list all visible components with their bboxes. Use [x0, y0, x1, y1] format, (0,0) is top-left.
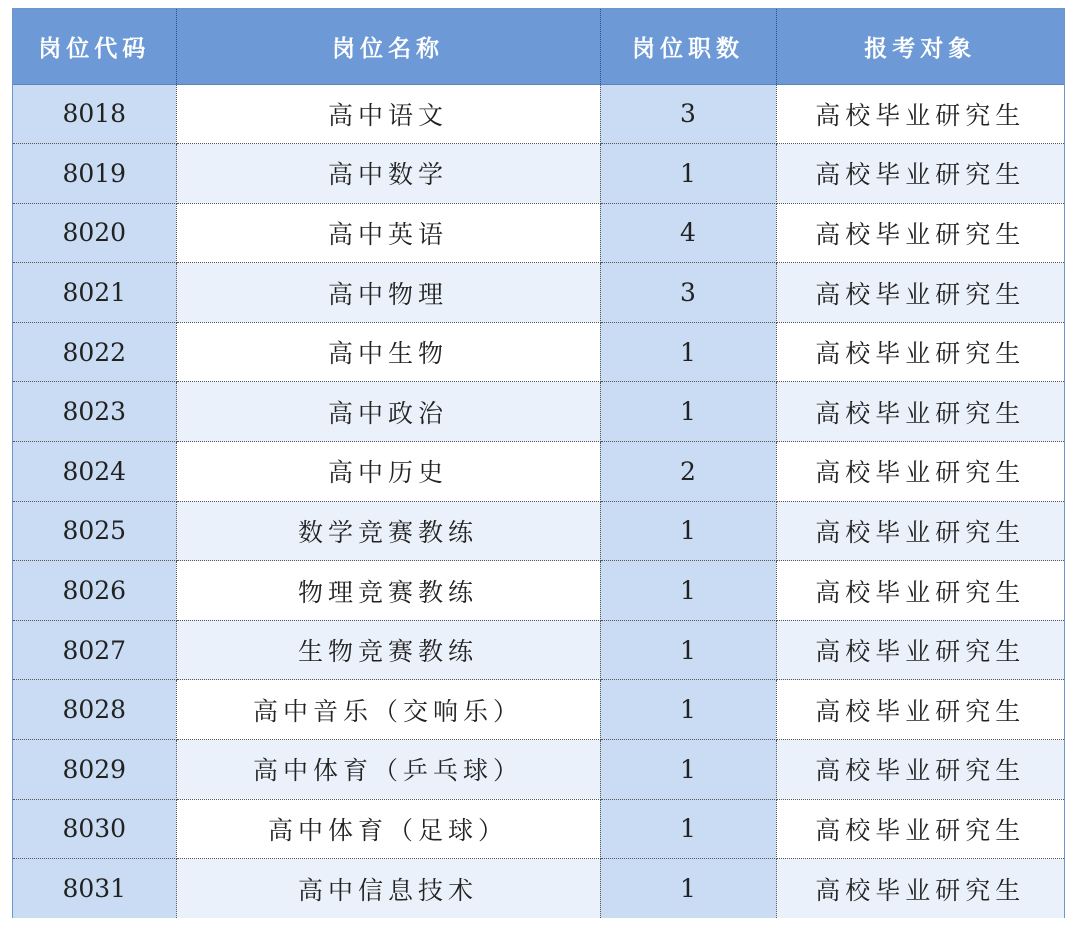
- applicant-target: 高校毕业研究生: [776, 263, 1064, 323]
- position-code: 8030: [13, 799, 176, 859]
- position-code: 8020: [13, 203, 176, 263]
- position-count: 1: [600, 680, 776, 740]
- table-row: [13, 561, 1064, 621]
- header-position-name: 岗位名称: [176, 9, 600, 84]
- position-name: 高中政治: [176, 382, 600, 442]
- position-count: 1: [600, 799, 776, 859]
- table-row: [13, 144, 1064, 204]
- position-code: 8021: [13, 263, 176, 323]
- applicant-target: 高校毕业研究生: [776, 382, 1064, 442]
- table-row: [13, 382, 1064, 442]
- applicant-target: 高校毕业研究生: [776, 84, 1064, 144]
- position-count: 1: [600, 382, 776, 442]
- position-name: 高中数学: [176, 144, 600, 204]
- position-name: 生物竞赛教练: [176, 620, 600, 680]
- position-count: 3: [600, 263, 776, 323]
- position-code: 8023: [13, 382, 176, 442]
- table-row: [13, 501, 1064, 561]
- position-count: 1: [600, 144, 776, 204]
- position-count: 1: [600, 561, 776, 621]
- position-count: 4: [600, 203, 776, 263]
- position-name: 数学竞赛教练: [176, 501, 600, 561]
- position-code: 8019: [13, 144, 176, 204]
- position-code: 8031: [13, 859, 176, 919]
- applicant-target: 高校毕业研究生: [776, 322, 1064, 382]
- applicant-target: 高校毕业研究生: [776, 680, 1064, 740]
- table-row: [13, 322, 1064, 382]
- applicant-target: 高校毕业研究生: [776, 144, 1064, 204]
- table-row: [13, 799, 1064, 859]
- position-code: 8029: [13, 740, 176, 800]
- table-row: [13, 620, 1064, 680]
- position-name: 高中生物: [176, 322, 600, 382]
- applicant-target: 高校毕业研究生: [776, 620, 1064, 680]
- table-row: [13, 84, 1064, 144]
- position-code: 8022: [13, 322, 176, 382]
- position-code: 8018: [13, 84, 176, 144]
- position-name: 高中音乐（交响乐）: [176, 680, 600, 740]
- position-code: 8025: [13, 501, 176, 561]
- position-name: 高中英语: [176, 203, 600, 263]
- position-count: 1: [600, 859, 776, 919]
- position-count: 1: [600, 501, 776, 561]
- table-row: [13, 740, 1064, 800]
- applicant-target: 高校毕业研究生: [776, 501, 1064, 561]
- position-name: 物理竞赛教练: [176, 561, 600, 621]
- applicant-target: 高校毕业研究生: [776, 561, 1064, 621]
- position-name: 高中历史: [176, 442, 600, 502]
- table-row: [13, 263, 1064, 323]
- header-row: [13, 9, 1064, 84]
- applicant-target: 高校毕业研究生: [776, 859, 1064, 919]
- table-row: [13, 442, 1064, 502]
- position-count: 1: [600, 740, 776, 800]
- position-name: 高中信息技术: [176, 859, 600, 919]
- position-name: 高中物理: [176, 263, 600, 323]
- position-table-container: [12, 8, 1065, 918]
- table-row: [13, 203, 1064, 263]
- position-count: 2: [600, 442, 776, 502]
- position-code: 8028: [13, 680, 176, 740]
- position-table: [13, 9, 1064, 918]
- applicant-target: 高校毕业研究生: [776, 442, 1064, 502]
- applicant-target: 高校毕业研究生: [776, 740, 1064, 800]
- applicant-target: 高校毕业研究生: [776, 203, 1064, 263]
- position-code: 8026: [13, 561, 176, 621]
- position-code: 8027: [13, 620, 176, 680]
- position-name: 高中体育（乒乓球）: [176, 740, 600, 800]
- position-count: 1: [600, 322, 776, 382]
- applicant-target: 高校毕业研究生: [776, 799, 1064, 859]
- position-name: 高中语文: [176, 84, 600, 144]
- position-name: 高中体育（足球）: [176, 799, 600, 859]
- position-count: 3: [600, 84, 776, 144]
- header-applicant-target: 报考对象: [776, 9, 1064, 84]
- header-position-code: 岗位代码: [13, 9, 176, 84]
- header-position-count: 岗位职数: [600, 9, 776, 84]
- table-row: [13, 859, 1064, 919]
- table-row: [13, 680, 1064, 740]
- position-code: 8024: [13, 442, 176, 502]
- position-count: 1: [600, 620, 776, 680]
